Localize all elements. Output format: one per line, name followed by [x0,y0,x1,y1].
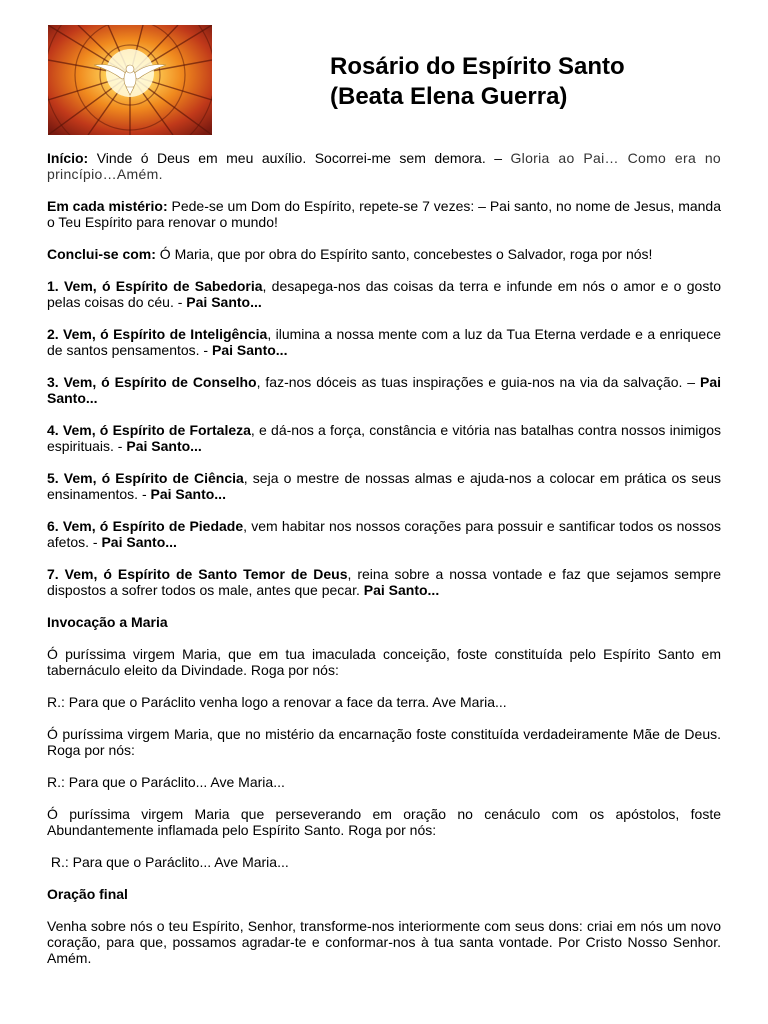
oracao-heading-text: Oração final [47,886,128,902]
invocation-paragraph: Ó puríssima virgem Maria, que no mistério da encarnação foste constituída verdadeiramente Mãe de Deus. Roga por nós: [47,726,721,758]
title-line-2: (Beata Elena Guerra) [330,83,568,110]
gift-title: 3. Vem, ó Espírito de Conselho [47,374,257,390]
section-heading-oracao [47,886,721,902]
gift-title: 2. Vem, ó Espírito de Inteligência [47,326,268,342]
gift-response: Pai Santo... [47,374,721,406]
text-conclui: Ó Maria, que por obra do Espírito santo, concebestes o Salvador, roga por nós! [155,246,653,262]
gift-title: 6. Vem, ó Espírito de Piedade [47,518,244,534]
gift-text: , seja o mestre de nossas almas e ajuda-nos a colocar em prática os seus ensinamentos. - [47,470,721,502]
invocacao-heading-text: Invocação a Maria [47,614,168,630]
gift-paragraph [47,326,721,358]
gift-response: Pai Santo... [186,294,262,310]
gift-title: 4. Vem, ó Espírito de Fortaleza [47,422,251,438]
gift-paragraph [47,278,721,310]
gift-paragraph [47,422,721,454]
oracao-final-paragraph: Venha sobre nós o teu Espírito, Senhor, transforme-nos interiormente com seus dons: criai em nós um novo coração, para que, possamos agradar-te e conformar-nos à tua santa vontade. Por Cristo Nosso Senhor. Amém. [47,918,721,966]
gift-title: 5. Vem, ó Espírito de Ciência [47,470,244,486]
gift-title: 7. Vem, ó Espírito de Santo Temor de Deus [47,566,348,582]
gift-text: , ilumina a nossa mente com a luz da Tua Eterna verdade e a enriquece de santos pensamentos. - [47,326,721,358]
response-paragraph: R.: Para que o Paráclito venha logo a renovar a face da terra. Ave Maria... [47,694,507,710]
label-misterio: Em cada mistério: [47,198,168,214]
gift-paragraph [47,470,721,502]
gift-paragraph [47,374,721,406]
title-line-1: Rosário do Espírito Santo [330,53,625,80]
gift-response: Pai Santo... [101,534,177,550]
gift-text: , e dá-nos a força, constância e vitória nas batalhas contra nossos inimigos espirituais. - [47,422,721,454]
gift-response: Pai Santo... [150,486,226,502]
paragraph-conclui [47,246,721,262]
invocation-paragraph: Ó puríssima virgem Maria que perseverando em oração no cenáculo com os apóstolos, foste Abundantemente inflamada pelo Espírito Santo. Roga por nós: [47,806,721,838]
label-inicio: Início: [47,150,89,166]
gift-title: 1. Vem, ó Espírito de Sabedoria [47,278,263,294]
gift-paragraph [47,518,721,550]
gift-response: Pai Santo... [126,438,202,454]
gift-text: , vem habitar nos nossos corações para possuir e santificar todos os nossos afetos. - [47,518,721,550]
invocation-paragraph: Ó puríssima virgem Maria, que em tua imaculada conceição, foste constituída pelo Espírito Santo em tabernáculo eleito da Divindade. Roga por nós: [47,646,721,678]
text-inicio: Vinde ó Deus em meu auxílio. Socorrei-me sem demora. – [88,150,511,166]
gift-text: , desapega-nos das coisas da terra e infunde em nós o amor e o gosto pelas coisas do céu. - [47,278,721,310]
paragraph-inicio [47,150,721,182]
label-conclui: Conclui-se com: [47,246,156,262]
response-paragraph: R.: Para que o Paráclito... Ave Maria... [47,774,285,790]
gift-text: , faz-nos dóceis as tuas inspirações e guia-nos na via da salvação. – [256,374,700,390]
text-inicio-gloria: Gloria ao Pai… Como era no princípio…Amém. [47,150,721,182]
document-body [47,150,721,982]
response-paragraph: R.: Para que o Paráclito... Ave Maria... [47,854,289,870]
paragraph-misterio [47,198,721,230]
gift-response: Pai Santo... [212,342,288,358]
gift-text: , reina sobre a nossa vontade e faz que sejamos sempre dispostos a sofrer todos os male, antes que pecar. [47,566,721,598]
text-misterio: Pede-se um Dom do Espírito, repete-se 7 vezes: – Pai santo, no nome de Jesus, manda o Teu Espírito para renovar o mundo! [47,198,722,230]
gift-response: Pai Santo... [363,582,440,598]
gift-paragraph [47,566,721,598]
page-title [330,52,625,112]
holy-spirit-dove-icon [48,25,212,135]
section-heading-invocacao [47,614,721,630]
